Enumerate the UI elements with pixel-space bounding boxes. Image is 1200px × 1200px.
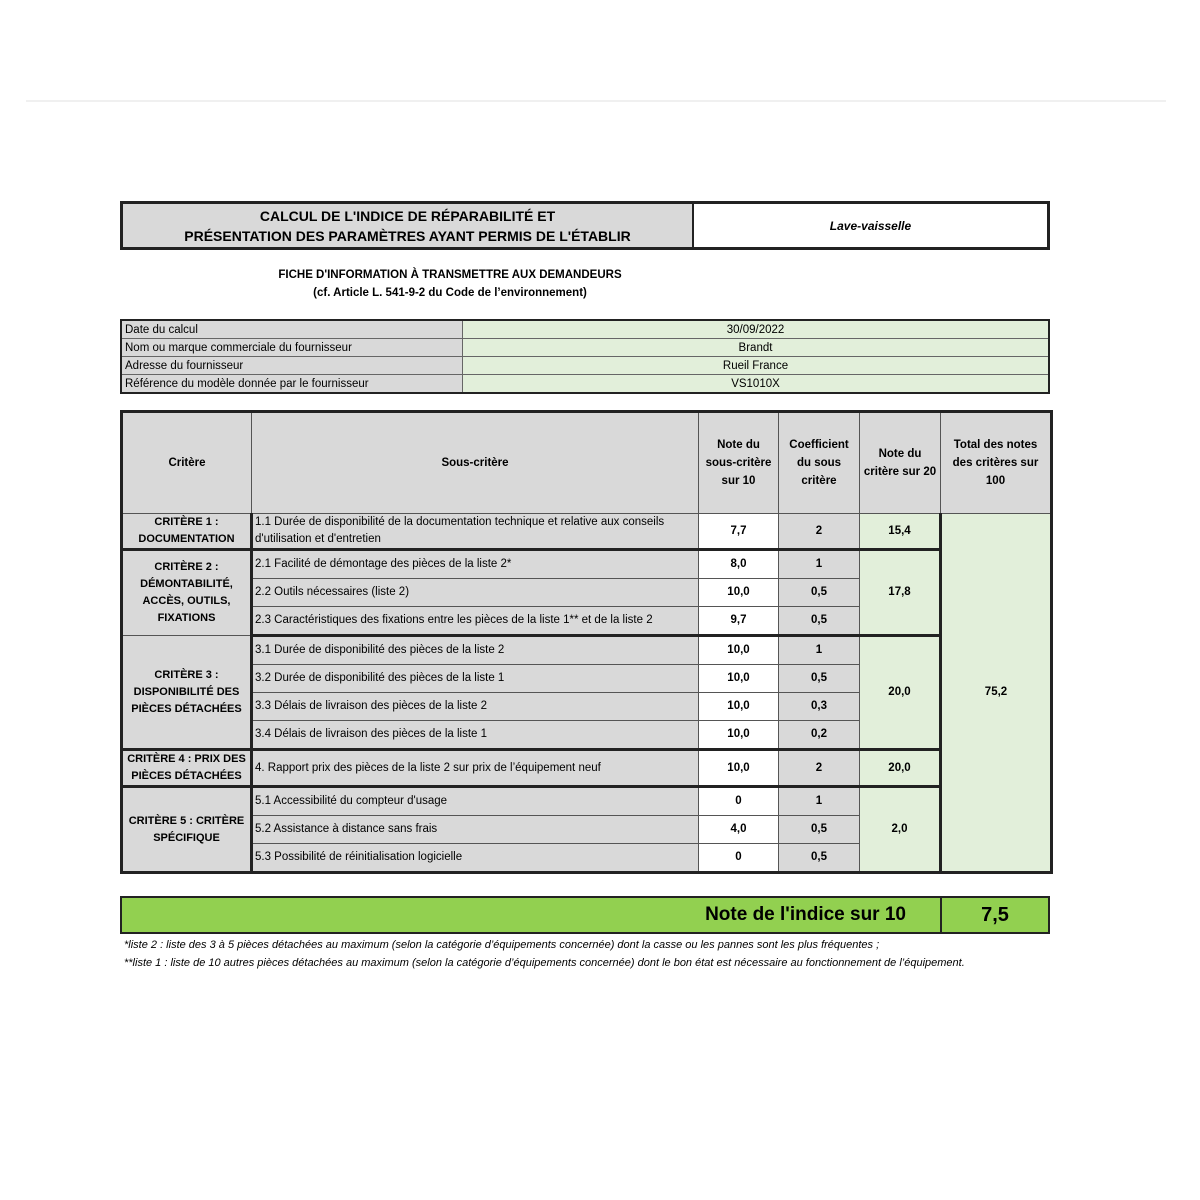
sub-criterion-note: 0 bbox=[699, 787, 779, 816]
sub-criterion-note: 10,0 bbox=[699, 750, 779, 787]
title-line-2: PRÉSENTATION DES PARAMÈTRES AYANT PERMIS DE L'ÉTABLIR bbox=[184, 227, 631, 244]
sub-criterion-note: 10,0 bbox=[699, 636, 779, 665]
sub-criterion-coefficient: 2 bbox=[779, 750, 860, 787]
sub-criterion-note: 10,0 bbox=[699, 665, 779, 693]
sub-criterion-note: 8,0 bbox=[699, 550, 779, 579]
info-row bbox=[121, 375, 1049, 394]
info-label: Référence du modèle donnée par le fournisseur bbox=[121, 375, 463, 394]
document-title bbox=[120, 201, 694, 250]
sub-criterion-note: 10,0 bbox=[699, 721, 779, 750]
info-row bbox=[121, 320, 1049, 339]
sub-criterion-label: 5.2 Assistance à distance sans frais bbox=[252, 816, 699, 844]
col-header-note-sous: Note du sous-critère sur 10 bbox=[699, 412, 779, 514]
sub-criterion-label: 2.3 Caractéristiques des fixations entre les pièces de la liste 1** et de la liste 2 bbox=[252, 607, 699, 636]
sub-criterion-coefficient: 0,5 bbox=[779, 665, 860, 693]
sub-criterion-coefficient: 0,5 bbox=[779, 816, 860, 844]
info-value: 30/09/2022 bbox=[463, 320, 1050, 339]
table-row bbox=[122, 550, 1052, 579]
appliance-type: Lave-vaisselle bbox=[694, 201, 1050, 250]
col-header-note-critere: Note du critère sur 20 bbox=[860, 412, 941, 514]
title-line-1: CALCUL DE L'INDICE DE RÉPARABILITÉ ET bbox=[259, 207, 556, 224]
top-divider bbox=[26, 100, 1166, 102]
info-label: Nom ou marque commerciale du fournisseur bbox=[121, 339, 463, 357]
footnotes bbox=[124, 936, 1044, 972]
sub-criterion-label: 4. Rapport prix des pièces de la liste 2 sur prix de l’équipement neuf bbox=[252, 750, 699, 787]
sub-criterion-coefficient: 1 bbox=[779, 550, 860, 579]
sub-criterion-coefficient: 0,5 bbox=[779, 607, 860, 636]
sub-criterion-label: 2.1 Facilité de démontage des pièces de la liste 2* bbox=[252, 550, 699, 579]
sub-criterion-label: 5.1 Accessibilité du compteur d'usage bbox=[252, 787, 699, 816]
col-header-total: Total des notes des critères sur 100 bbox=[941, 412, 1052, 514]
criterion-score: 20,0 bbox=[860, 750, 941, 787]
sub-criterion-note: 7,7 bbox=[699, 514, 779, 550]
criterion-name: CRITÈRE 4 : PRIX DES PIÈCES DÉTACHÉES bbox=[122, 750, 252, 787]
info-row bbox=[121, 357, 1049, 375]
sub-criterion-label: 3.4 Délais de livraison des pièces de la liste 1 bbox=[252, 721, 699, 750]
subtitle bbox=[120, 266, 780, 302]
sub-criterion-label: 3.2 Durée de disponibilité des pièces de la liste 1 bbox=[252, 665, 699, 693]
sub-criterion-note: 10,0 bbox=[699, 693, 779, 721]
final-score-value: 7,5 bbox=[981, 903, 1009, 926]
total-score-100: 75,2 bbox=[941, 514, 1052, 873]
footnote-list-2: *liste 2 : liste des 3 à 5 pièces détachées au maximum (selon la catégorie d’équipements concernée) dont la casse ou les pannes sont les plus fréquentes ; bbox=[124, 939, 880, 951]
col-header-sous-critere: Sous-critère bbox=[252, 412, 699, 514]
sub-criterion-coefficient: 0,2 bbox=[779, 721, 860, 750]
subtitle-line-1: FICHE D'INFORMATION À TRANSMETTRE AUX DEMANDEURS bbox=[278, 269, 622, 281]
sub-criterion-note: 0 bbox=[699, 844, 779, 873]
criterion-score: 20,0 bbox=[860, 636, 941, 750]
criterion-name: CRITÈRE 5 : CRITÈRE SPÉCIFIQUE bbox=[122, 787, 252, 873]
criterion-name: CRITÈRE 2 : DÉMONTABILITÉ, ACCÈS, OUTILS, FIXATIONS bbox=[122, 550, 252, 636]
info-row bbox=[121, 339, 1049, 357]
sub-criterion-label: 5.3 Possibilité de réinitialisation logicielle bbox=[252, 844, 699, 873]
col-header-critere: Critère bbox=[122, 412, 252, 514]
sub-criterion-coefficient: 1 bbox=[779, 787, 860, 816]
criterion-score: 15,4 bbox=[860, 514, 941, 550]
sub-criterion-note: 10,0 bbox=[699, 579, 779, 607]
col-header-coefficient: Coefficient du sous critère bbox=[779, 412, 860, 514]
header-row bbox=[122, 412, 1052, 514]
score-table bbox=[120, 410, 1053, 874]
info-value: Rueil France bbox=[463, 357, 1050, 375]
sub-criterion-label: 1.1 Durée de disponibilité de la documentation technique et relative aux conseils d'utilisation et d'entretien bbox=[252, 514, 699, 550]
subtitle-line-2: (cf. Article L. 541-9-2 du Code de l’environnement) bbox=[313, 287, 587, 299]
sub-criterion-coefficient: 2 bbox=[779, 514, 860, 550]
sub-criterion-label: 2.2 Outils nécessaires (liste 2) bbox=[252, 579, 699, 607]
info-label: Date du calcul bbox=[121, 320, 463, 339]
sub-criterion-label: 3.1 Durée de disponibilité des pièces de la liste 2 bbox=[252, 636, 699, 665]
table-row bbox=[122, 514, 1052, 550]
table-row bbox=[122, 636, 1052, 665]
table-row bbox=[122, 787, 1052, 816]
info-table bbox=[120, 319, 1050, 394]
info-value: Brandt bbox=[463, 339, 1050, 357]
criterion-name: CRITÈRE 3 : DISPONIBILITÉ DES PIÈCES DÉTACHÉES bbox=[122, 636, 252, 750]
final-score-bar bbox=[120, 896, 1050, 934]
sub-criterion-note: 4,0 bbox=[699, 816, 779, 844]
info-value: VS1010X bbox=[463, 375, 1050, 394]
sub-criterion-note: 9,7 bbox=[699, 607, 779, 636]
table-row bbox=[122, 750, 1052, 787]
sub-criterion-coefficient: 0,3 bbox=[779, 693, 860, 721]
sub-criterion-coefficient: 1 bbox=[779, 636, 860, 665]
criterion-score: 17,8 bbox=[860, 550, 941, 636]
footnote-list-1: **liste 1 : liste de 10 autres pièces détachées au maximum (selon la catégorie d’équipements concernée) dont le bon état est nécessaire au fonctionnement de l’équipement. bbox=[124, 957, 965, 969]
document-header bbox=[120, 201, 1050, 250]
criterion-name: CRITÈRE 1 : DOCUMENTATION bbox=[122, 514, 252, 550]
sub-criterion-coefficient: 0,5 bbox=[779, 579, 860, 607]
info-label: Adresse du fournisseur bbox=[121, 357, 463, 375]
final-score-label: Note de l'indice sur 10 bbox=[122, 898, 942, 932]
sub-criterion-label: 3.3 Délais de livraison des pièces de la liste 2 bbox=[252, 693, 699, 721]
criterion-score: 2,0 bbox=[860, 787, 941, 873]
sub-criterion-coefficient: 0,5 bbox=[779, 844, 860, 873]
